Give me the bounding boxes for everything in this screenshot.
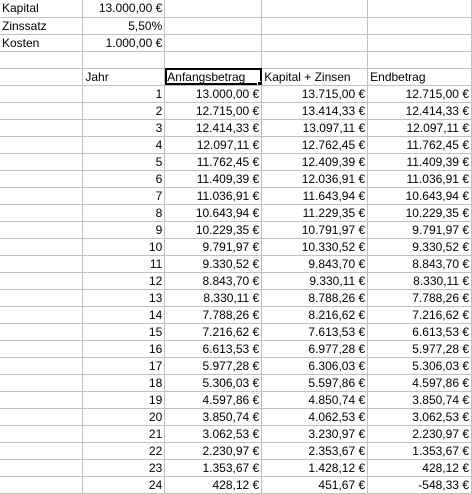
empty-cell[interactable] bbox=[262, 34, 368, 51]
kapital-zinsen-cell[interactable]: 10.330,52 € bbox=[262, 238, 368, 255]
anfangsbetrag-cell[interactable]: 3.850,74 € bbox=[165, 408, 262, 425]
kapital-zinsen-cell[interactable]: 3.230,97 € bbox=[262, 425, 368, 442]
anfangsbetrag-cell[interactable]: 3.062,53 € bbox=[165, 425, 262, 442]
kapital-zinsen-cell[interactable]: 13.715,00 € bbox=[262, 85, 368, 102]
empty-cell[interactable] bbox=[368, 34, 472, 51]
header-jahr-cell[interactable]: Jahr bbox=[83, 68, 165, 85]
endbetrag-cell[interactable]: 8.843,70 € bbox=[368, 255, 472, 272]
empty-cell[interactable] bbox=[165, 17, 262, 34]
data-row bbox=[0, 204, 472, 221]
year-cell[interactable]: 20 bbox=[83, 408, 165, 425]
kapital-zinsen-cell[interactable]: 12.409,39 € bbox=[262, 153, 368, 170]
anfangsbetrag-cell[interactable]: 9.330,52 € bbox=[165, 255, 262, 272]
data-row bbox=[0, 408, 472, 425]
endbetrag-cell[interactable]: 11.762,45 € bbox=[368, 136, 472, 153]
endbetrag-cell[interactable]: 10.229,35 € bbox=[368, 204, 472, 221]
data-row bbox=[0, 306, 472, 323]
empty-cell[interactable] bbox=[0, 204, 83, 221]
empty-cell[interactable] bbox=[0, 391, 83, 408]
data-row bbox=[0, 476, 472, 493]
data-row bbox=[0, 442, 472, 459]
kapital-zinsen-cell[interactable]: 12.762,45 € bbox=[262, 136, 368, 153]
kapital-zinsen-cell[interactable]: 6.977,28 € bbox=[262, 340, 368, 357]
empty-cell[interactable] bbox=[0, 459, 83, 476]
data-row bbox=[0, 119, 472, 136]
empty-cell[interactable] bbox=[0, 476, 83, 493]
anfangsbetrag-cell[interactable]: 7.216,62 € bbox=[165, 323, 262, 340]
data-row bbox=[0, 357, 472, 374]
empty-cell[interactable] bbox=[0, 442, 83, 459]
endbetrag-cell[interactable]: 12.097,11 € bbox=[368, 119, 472, 136]
year-cell[interactable]: 23 bbox=[83, 459, 165, 476]
endbetrag-cell[interactable]: 12.414,33 € bbox=[368, 102, 472, 119]
year-cell[interactable]: 10 bbox=[83, 238, 165, 255]
empty-cell[interactable] bbox=[0, 153, 83, 170]
anfangsbetrag-cell[interactable]: 5.977,28 € bbox=[165, 357, 262, 374]
endbetrag-cell[interactable]: 428,12 € bbox=[368, 459, 472, 476]
endbetrag-cell[interactable]: -548,33 € bbox=[368, 476, 472, 493]
year-cell[interactable]: 11 bbox=[83, 255, 165, 272]
data-row bbox=[0, 102, 472, 119]
empty-cell[interactable] bbox=[0, 289, 83, 306]
anfangsbetrag-cell[interactable]: 428,12 € bbox=[165, 476, 262, 493]
anfangsbetrag-cell[interactable]: 6.613,53 € bbox=[165, 340, 262, 357]
empty-cell[interactable] bbox=[0, 187, 83, 204]
endbetrag-cell[interactable]: 1.353,67 € bbox=[368, 442, 472, 459]
endbetrag-cell[interactable]: 9.330,52 € bbox=[368, 238, 472, 255]
data-row bbox=[0, 425, 472, 442]
data-row bbox=[0, 272, 472, 289]
kapital-zinsen-cell[interactable]: 5.597,86 € bbox=[262, 374, 368, 391]
endbetrag-cell[interactable]: 5.977,28 € bbox=[368, 340, 472, 357]
year-cell[interactable]: 8 bbox=[83, 204, 165, 221]
anfangsbetrag-cell[interactable]: 12.097,11 € bbox=[165, 136, 262, 153]
empty-cell[interactable] bbox=[0, 136, 83, 153]
empty-cell[interactable] bbox=[262, 0, 368, 17]
anfangsbetrag-cell[interactable]: 12.715,00 € bbox=[165, 102, 262, 119]
anfangsbetrag-cell[interactable]: 10.643,94 € bbox=[165, 204, 262, 221]
year-cell[interactable]: 12 bbox=[83, 272, 165, 289]
empty-cell[interactable] bbox=[0, 221, 83, 238]
param-value-cell[interactable]: 1.000,00 € bbox=[83, 34, 165, 51]
kapital-zinsen-cell[interactable]: 4.850,74 € bbox=[262, 391, 368, 408]
empty-cell[interactable] bbox=[262, 17, 368, 34]
fill-handle[interactable] bbox=[257, 81, 262, 86]
kapital-zinsen-cell[interactable]: 6.306,03 € bbox=[262, 357, 368, 374]
year-cell[interactable]: 16 bbox=[83, 340, 165, 357]
data-row bbox=[0, 85, 472, 102]
data-row bbox=[0, 323, 472, 340]
data-row bbox=[0, 136, 472, 153]
anfangsbetrag-cell[interactable]: 1.353,67 € bbox=[165, 459, 262, 476]
empty-cell[interactable] bbox=[0, 238, 83, 255]
endbetrag-cell[interactable]: 11.036,91 € bbox=[368, 170, 472, 187]
data-row bbox=[0, 459, 472, 476]
empty-cell[interactable] bbox=[83, 51, 165, 68]
empty-cell[interactable] bbox=[0, 68, 83, 85]
kapital-zinsen-cell[interactable]: 13.414,33 € bbox=[262, 102, 368, 119]
param-value-cell[interactable]: 13.000,00 € bbox=[83, 0, 165, 17]
empty-cell[interactable] bbox=[0, 374, 83, 391]
kapital-zinsen-cell[interactable]: 13.097,11 € bbox=[262, 119, 368, 136]
empty-cell[interactable] bbox=[0, 408, 83, 425]
anfangsbetrag-cell[interactable]: 10.229,35 € bbox=[165, 221, 262, 238]
endbetrag-cell[interactable]: 8.330,11 € bbox=[368, 272, 472, 289]
data-row bbox=[0, 374, 472, 391]
year-cell[interactable]: 2 bbox=[83, 102, 165, 119]
kapital-zinsen-cell[interactable]: 4.062,53 € bbox=[262, 408, 368, 425]
endbetrag-cell[interactable]: 5.306,03 € bbox=[368, 357, 472, 374]
anfangsbetrag-cell[interactable]: 11.762,45 € bbox=[165, 153, 262, 170]
data-row bbox=[0, 238, 472, 255]
year-cell[interactable]: 5 bbox=[83, 153, 165, 170]
year-cell[interactable]: 1 bbox=[83, 85, 165, 102]
data-row bbox=[0, 221, 472, 238]
endbetrag-cell[interactable]: 3.850,74 € bbox=[368, 391, 472, 408]
endbetrag-cell[interactable]: 7.788,26 € bbox=[368, 289, 472, 306]
anfangsbetrag-cell[interactable]: 5.306,03 € bbox=[165, 374, 262, 391]
year-cell[interactable]: 6 bbox=[83, 170, 165, 187]
year-cell[interactable]: 15 bbox=[83, 323, 165, 340]
anfangsbetrag-cell[interactable]: 12.414,33 € bbox=[165, 119, 262, 136]
empty-cell[interactable] bbox=[165, 51, 262, 68]
data-row bbox=[0, 340, 472, 357]
empty-cell[interactable] bbox=[0, 306, 83, 323]
endbetrag-cell[interactable]: 4.597,86 € bbox=[368, 374, 472, 391]
empty-cell[interactable] bbox=[165, 34, 262, 51]
param-label-cell[interactable]: Zinssatz bbox=[0, 17, 83, 34]
year-cell[interactable]: 13 bbox=[83, 289, 165, 306]
endbetrag-cell[interactable]: 11.409,39 € bbox=[368, 153, 472, 170]
empty-cell[interactable] bbox=[0, 119, 83, 136]
endbetrag-cell[interactable]: 3.062,53 € bbox=[368, 408, 472, 425]
year-cell[interactable]: 14 bbox=[83, 306, 165, 323]
kapital-zinsen-cell[interactable]: 10.791,97 € bbox=[262, 221, 368, 238]
empty-cell[interactable] bbox=[0, 102, 83, 119]
year-cell[interactable]: 4 bbox=[83, 136, 165, 153]
year-cell[interactable]: 22 bbox=[83, 442, 165, 459]
param-row bbox=[0, 17, 472, 34]
endbetrag-cell[interactable]: 10.643,94 € bbox=[368, 187, 472, 204]
kapital-zinsen-cell[interactable]: 11.229,35 € bbox=[262, 204, 368, 221]
param-label-cell[interactable]: Kosten bbox=[0, 34, 83, 51]
empty-cell[interactable] bbox=[0, 170, 83, 187]
endbetrag-cell[interactable]: 2.230,97 € bbox=[368, 425, 472, 442]
empty-cell[interactable] bbox=[0, 357, 83, 374]
header-anfangsbetrag-cell[interactable]: Anfangsbetrag bbox=[165, 68, 262, 85]
empty-cell[interactable] bbox=[0, 425, 83, 442]
kapital-zinsen-cell[interactable]: 2.353,67 € bbox=[262, 442, 368, 459]
param-row bbox=[0, 0, 472, 17]
endbetrag-cell[interactable]: 6.613,53 € bbox=[368, 323, 472, 340]
anfangsbetrag-cell[interactable]: 8.843,70 € bbox=[165, 272, 262, 289]
endbetrag-cell[interactable]: 7.216,62 € bbox=[368, 306, 472, 323]
empty-cell[interactable] bbox=[368, 51, 472, 68]
kapital-zinsen-cell[interactable]: 12.036,91 € bbox=[262, 170, 368, 187]
empty-cell[interactable] bbox=[0, 340, 83, 357]
empty-row bbox=[0, 51, 472, 68]
kapital-zinsen-cell[interactable]: 8.788,26 € bbox=[262, 289, 368, 306]
year-cell[interactable]: 3 bbox=[83, 119, 165, 136]
kapital-zinsen-cell[interactable]: 7.613,53 € bbox=[262, 323, 368, 340]
data-row bbox=[0, 391, 472, 408]
kapital-zinsen-cell[interactable]: 451,67 € bbox=[262, 476, 368, 493]
param-row bbox=[0, 34, 472, 51]
empty-cell[interactable] bbox=[0, 51, 83, 68]
empty-cell[interactable] bbox=[0, 85, 83, 102]
kapital-zinsen-cell[interactable]: 9.330,11 € bbox=[262, 272, 368, 289]
year-cell[interactable]: 24 bbox=[83, 476, 165, 493]
kapital-zinsen-cell[interactable]: 8.216,62 € bbox=[262, 306, 368, 323]
kapital-zinsen-cell[interactable]: 1.428,12 € bbox=[262, 459, 368, 476]
data-row bbox=[0, 153, 472, 170]
data-row bbox=[0, 289, 472, 306]
empty-cell[interactable] bbox=[368, 0, 472, 17]
year-cell[interactable]: 17 bbox=[83, 357, 165, 374]
data-row bbox=[0, 187, 472, 204]
anfangsbetrag-cell[interactable]: 13.000,00 € bbox=[165, 85, 262, 102]
anfangsbetrag-cell[interactable]: 8.330,11 € bbox=[165, 289, 262, 306]
anfangsbetrag-cell[interactable]: 4.597,86 € bbox=[165, 391, 262, 408]
empty-cell[interactable] bbox=[368, 17, 472, 34]
data-row bbox=[0, 255, 472, 272]
anfangsbetrag-cell[interactable]: 11.409,39 € bbox=[165, 170, 262, 187]
data-row bbox=[0, 170, 472, 187]
header-endbetrag-cell[interactable]: Endbetrag bbox=[368, 68, 472, 85]
endbetrag-cell[interactable]: 12.715,00 € bbox=[368, 85, 472, 102]
year-cell[interactable]: 18 bbox=[83, 374, 165, 391]
kapital-zinsen-cell[interactable]: 11.643,94 € bbox=[262, 187, 368, 204]
year-cell[interactable]: 19 bbox=[83, 391, 165, 408]
year-cell[interactable]: 7 bbox=[83, 187, 165, 204]
param-label-cell[interactable]: Kapital bbox=[0, 0, 83, 17]
endbetrag-cell[interactable]: 9.791,97 € bbox=[368, 221, 472, 238]
empty-cell[interactable] bbox=[0, 323, 83, 340]
empty-cell[interactable] bbox=[0, 255, 83, 272]
header-kapital-zinsen-cell[interactable]: Kapital + Zinsen bbox=[262, 68, 368, 85]
anfangsbetrag-cell[interactable]: 9.791,97 € bbox=[165, 238, 262, 255]
anfangsbetrag-cell[interactable]: 2.230,97 € bbox=[165, 442, 262, 459]
empty-cell[interactable] bbox=[165, 0, 262, 17]
header-row bbox=[0, 68, 472, 85]
param-value-cell[interactable]: 5,50% bbox=[83, 17, 165, 34]
anfangsbetrag-cell[interactable]: 7.788,26 € bbox=[165, 306, 262, 323]
empty-cell[interactable] bbox=[262, 51, 368, 68]
anfangsbetrag-cell[interactable]: 11.036,91 € bbox=[165, 187, 262, 204]
year-cell[interactable]: 9 bbox=[83, 221, 165, 238]
kapital-zinsen-cell[interactable]: 9.843,70 € bbox=[262, 255, 368, 272]
year-cell[interactable]: 21 bbox=[83, 425, 165, 442]
empty-cell[interactable] bbox=[0, 272, 83, 289]
